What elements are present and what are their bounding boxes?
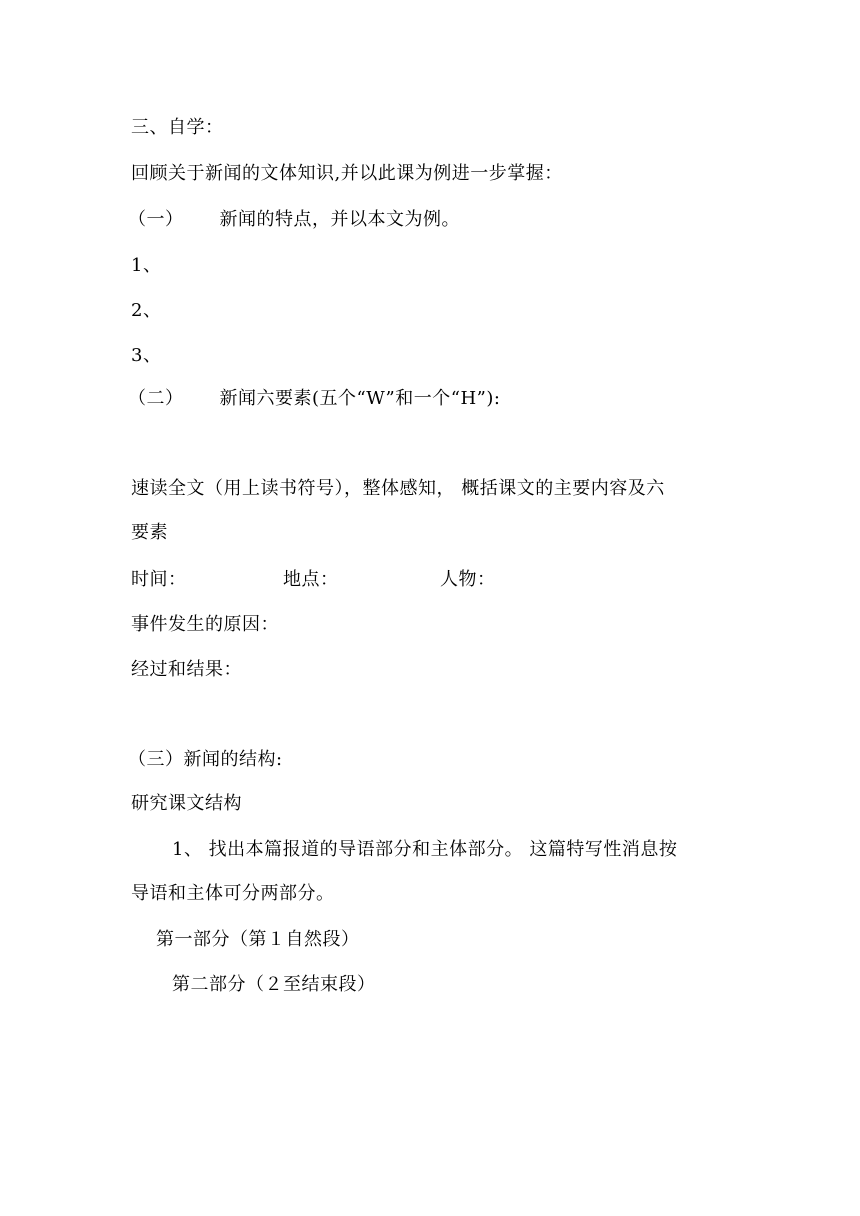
process-label: 经过和结果： bbox=[131, 659, 242, 680]
second-part-line: 第二部分（２至结束段） bbox=[172, 974, 376, 995]
place-label: 地点： bbox=[283, 569, 339, 590]
part1-item-1: 1、 bbox=[131, 255, 162, 276]
part3-title: （三）新闻的结构: bbox=[128, 749, 283, 770]
part1-item-2: 2、 bbox=[131, 300, 162, 321]
part1-text: 新闻的特点，并以本文为例。 bbox=[219, 209, 460, 230]
first-part-line: 第一部分（第１自然段） bbox=[156, 929, 360, 950]
part2-text: 新闻六要素(五个“W”和一个“H”): bbox=[219, 388, 501, 409]
reading-instruction-line2: 要素 bbox=[131, 522, 168, 543]
task-line1: 1、 找出本篇报道的导语部分和主体部分。 这篇特写性消息按 bbox=[172, 839, 678, 860]
part2-label: （二） bbox=[128, 388, 184, 409]
person-label: 人物： bbox=[440, 569, 496, 590]
part1-item-3: 3、 bbox=[131, 345, 162, 366]
part1-label: （一） bbox=[128, 209, 184, 230]
part3-subtitle: 研究课文结构 bbox=[131, 793, 242, 814]
part2-heading bbox=[128, 388, 500, 410]
time-label: 时间： bbox=[131, 569, 187, 590]
section-title: 三、自学： bbox=[131, 117, 224, 138]
cause-label: 事件发生的原因： bbox=[131, 614, 279, 635]
intro-text: 回顾关于新闻的文体知识,并以此课为例进一步掌握： bbox=[131, 163, 563, 184]
part1-heading bbox=[128, 209, 460, 231]
reading-instruction-line1: 速读全文（用上读书符号），整体感知， 概括课文的主要内容及六 bbox=[131, 478, 665, 499]
task-line2: 导语和主体可分两部分。 bbox=[131, 883, 335, 904]
